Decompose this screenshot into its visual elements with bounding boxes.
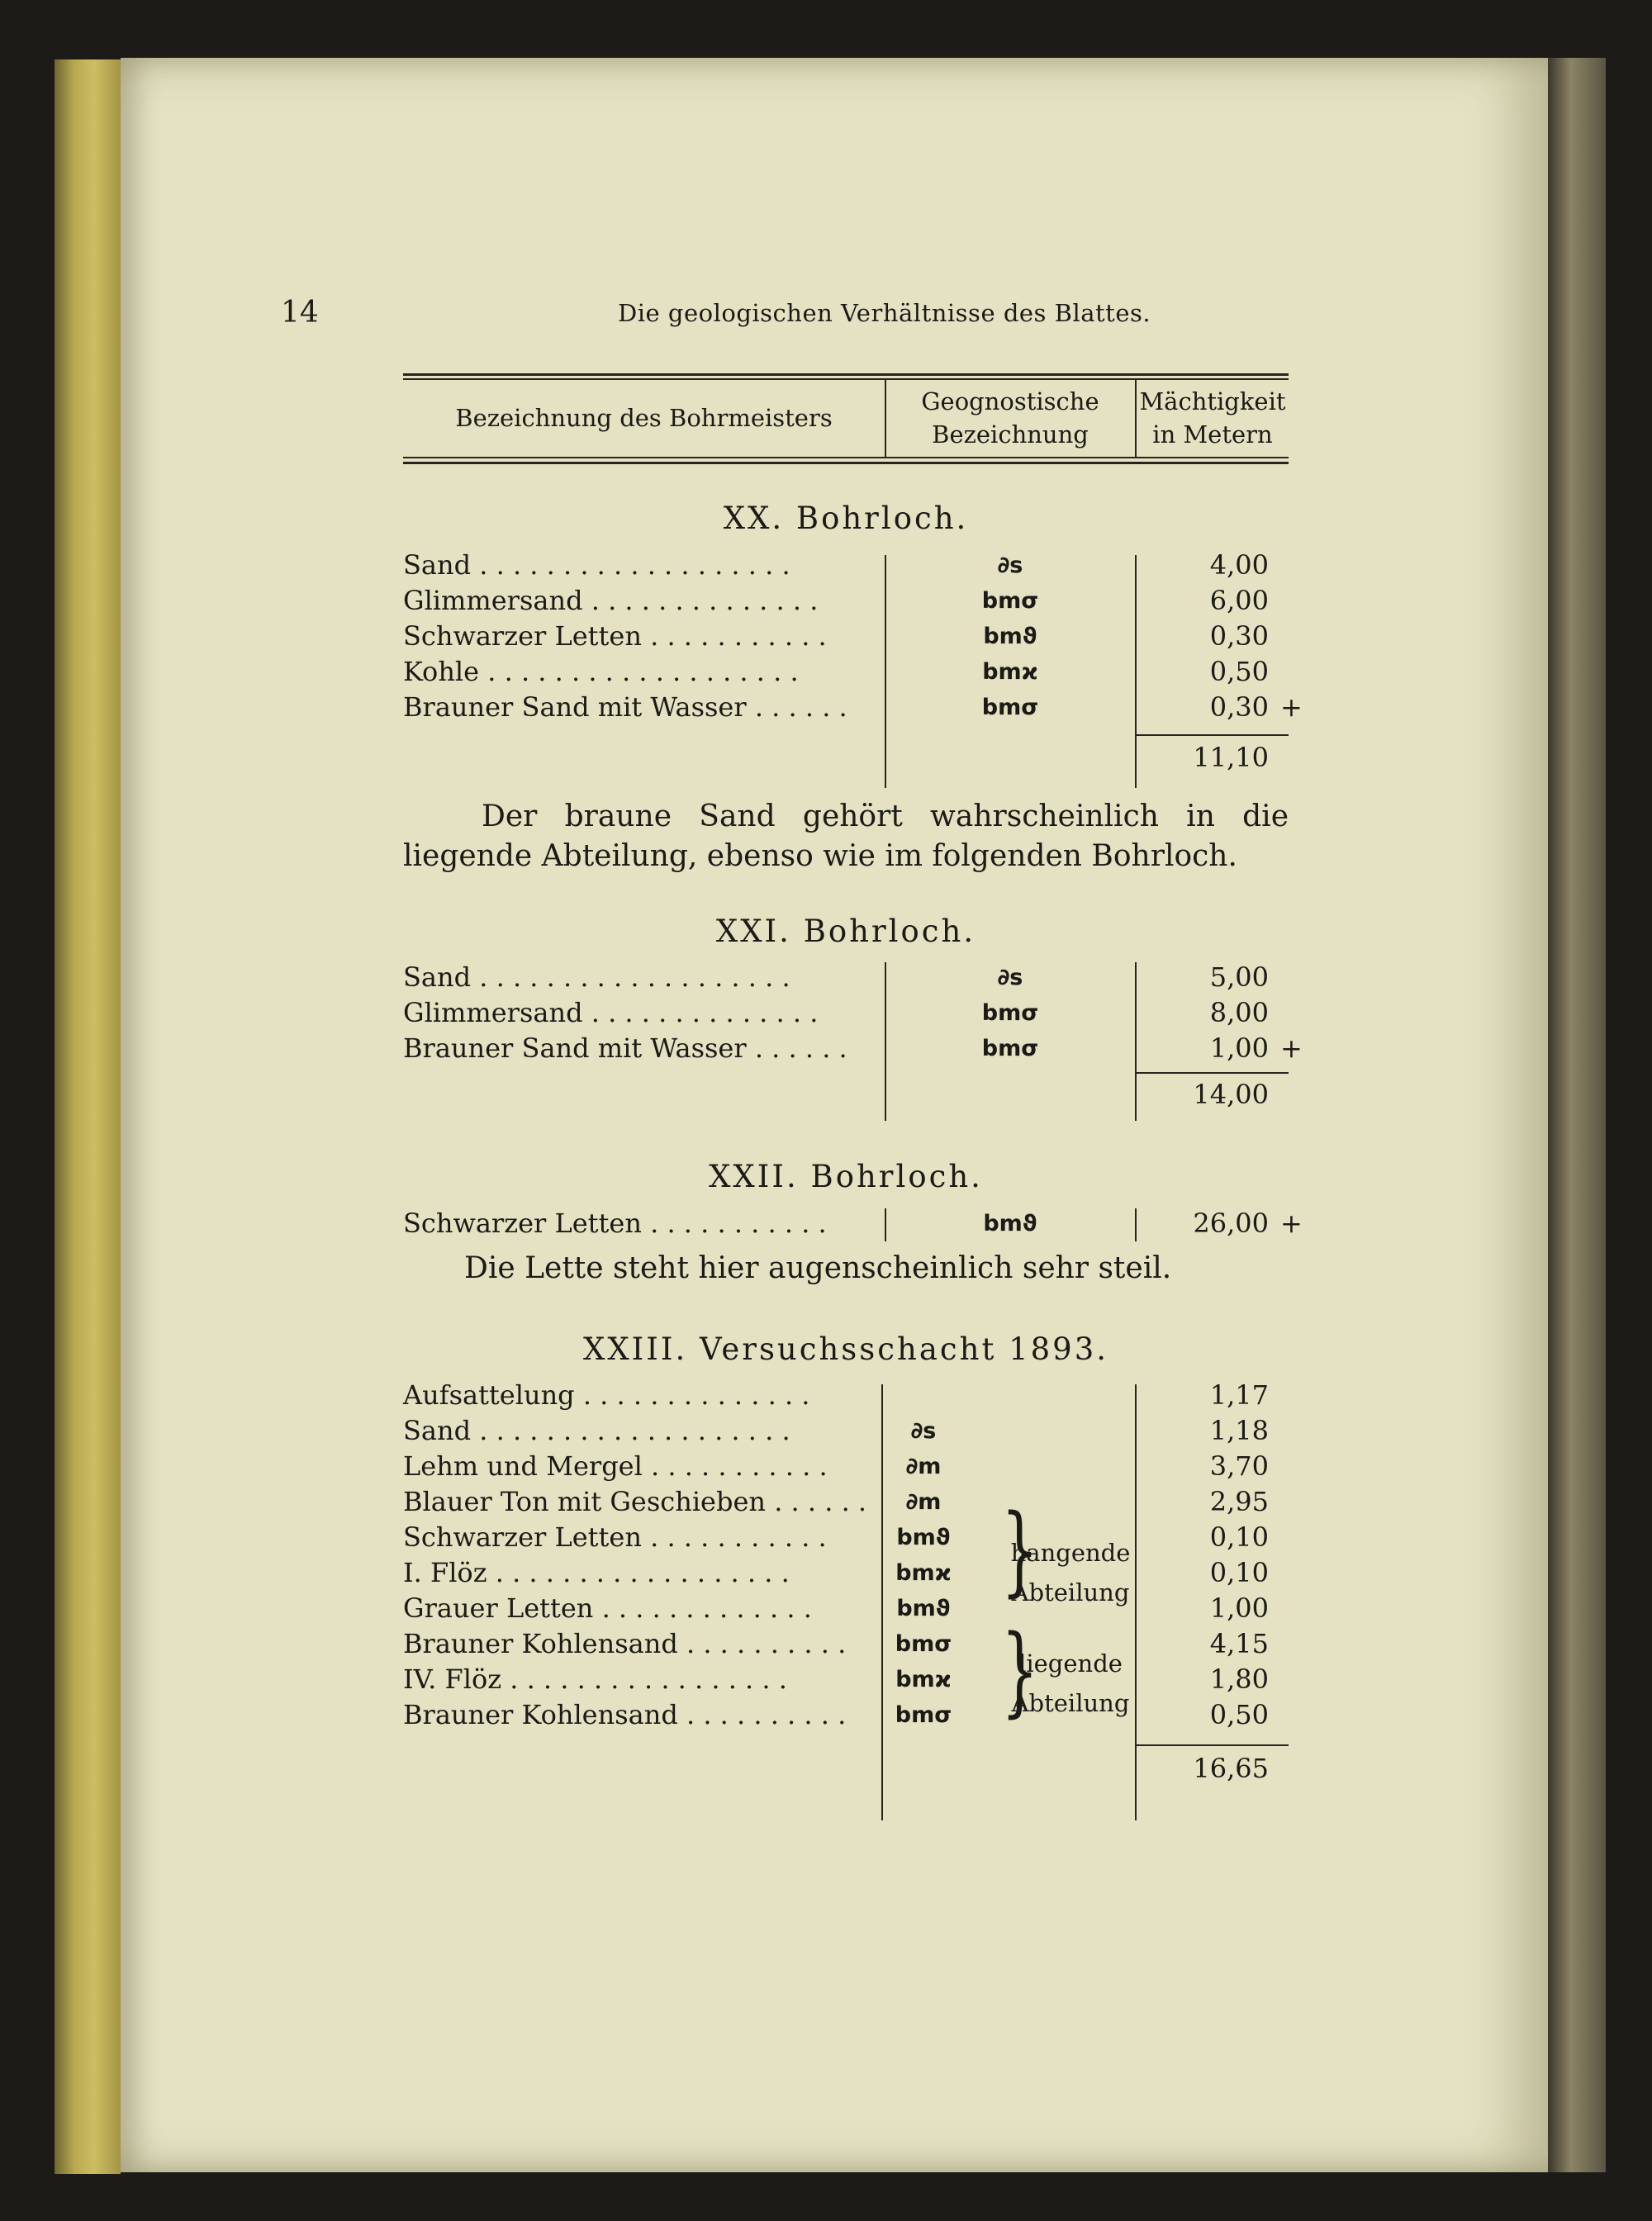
xxiii-row — [403, 1699, 1289, 1735]
row-name: Sand . . . . . . . . . . . . . . . . . . . — [403, 549, 790, 581]
xxii-row — [403, 1208, 1303, 1243]
xx-row — [403, 585, 1289, 620]
book-spine-edge — [1548, 58, 1606, 2172]
column-header-bohrmeister: Bezeichnung des Bohrmeisters — [455, 404, 833, 432]
row-name: Schwarzer Letten . . . . . . . . . . . — [403, 1521, 827, 1553]
row-value: 26,00 — [1193, 1208, 1269, 1239]
row-symbol: bmσ — [895, 1631, 952, 1657]
xxiii-row — [403, 1450, 1289, 1486]
row-name: Brauner Sand mit Wasser . . . . . . — [403, 691, 847, 723]
xx-total: 11,10 — [1193, 742, 1269, 773]
section-title-xxiii: XXIII. Versuchsschacht 1893. — [582, 1331, 1109, 1367]
row-symbol: bmϰ — [895, 1667, 952, 1692]
xxi-total: 14,00 — [1193, 1079, 1269, 1110]
row-symbol: bmϑ — [983, 624, 1037, 649]
row-symbol: bmσ — [981, 695, 1039, 720]
xxiii-total: 16,65 — [1193, 1753, 1269, 1784]
section-title-xxii: XXII. Bohrloch. — [709, 1159, 983, 1194]
row-plus-sign: + — [1280, 1208, 1303, 1239]
xxiii-row — [403, 1415, 1289, 1450]
row-symbol: ∂m — [905, 1489, 942, 1515]
row-name: Lehm und Mergel . . . . . . . . . . . — [403, 1450, 828, 1482]
row-value: 2,95 — [1209, 1486, 1269, 1517]
row-symbol: bmσ — [981, 1036, 1039, 1061]
section-title-xx: XX. Bohrloch. — [723, 501, 969, 536]
row-name: Kohle . . . . . . . . . . . . . . . . . . . — [403, 656, 799, 687]
xx-row — [403, 620, 1289, 656]
brace-lower-line1: liegende — [1018, 1649, 1123, 1678]
xxiii-row — [403, 1592, 1289, 1628]
xxi-row — [403, 961, 1289, 997]
row-symbol: bmσ — [981, 588, 1039, 614]
row-value: 1,00 — [1209, 1032, 1269, 1064]
xxi-sum-rule — [1137, 1072, 1289, 1074]
book-page-edges — [55, 59, 121, 2174]
row-symbol: ∂m — [905, 1454, 942, 1479]
xxiii-row — [403, 1557, 1289, 1592]
row-name: Brauner Sand mit Wasser . . . . . . — [403, 1032, 847, 1064]
xxiii-sum-rule — [1137, 1744, 1289, 1746]
row-value: 0,30 — [1209, 691, 1269, 723]
row-name: Brauner Kohlensand . . . . . . . . . . — [403, 1628, 847, 1659]
row-value: 6,00 — [1209, 585, 1269, 616]
xxii-note: Die Lette steht hier augenscheinlich sehr steil. — [464, 1251, 1172, 1285]
header-top-rule-2 — [403, 378, 1289, 380]
row-value: 5,00 — [1209, 961, 1269, 993]
xx-sum-rule — [1137, 734, 1289, 736]
running-title: Die geologischen Verhältnisse des Blattes. — [618, 299, 1151, 327]
xxiii-row — [403, 1521, 1289, 1557]
column-header-maechtigkeit-line1: Mächtigkeit — [1139, 387, 1286, 415]
row-name: Aufsattelung . . . . . . . . . . . . . . — [403, 1379, 810, 1411]
row-symbol: bmϑ — [983, 1211, 1037, 1236]
row-value: 1,00 — [1209, 1592, 1269, 1624]
row-symbol: ∂s — [997, 965, 1023, 990]
row-value: 0,10 — [1209, 1521, 1269, 1553]
brace-lower-label — [1004, 1644, 1137, 1723]
row-value: 1,17 — [1209, 1379, 1269, 1411]
row-plus-sign: + — [1280, 1032, 1303, 1064]
brace-upper-line2: Abteilung — [1011, 1578, 1130, 1606]
xxiii-row — [403, 1486, 1289, 1521]
brace-upper-line1: hangende — [1010, 1539, 1131, 1567]
row-symbol: bmϑ — [896, 1596, 951, 1621]
row-name: Sand . . . . . . . . . . . . . . . . . . . — [403, 1415, 790, 1446]
row-symbol: ∂s — [997, 553, 1023, 578]
xxiii-row — [403, 1379, 1289, 1415]
row-name: Glimmersand . . . . . . . . . . . . . . — [403, 585, 819, 616]
xxiii-row — [403, 1663, 1289, 1699]
row-name: Brauner Kohlensand . . . . . . . . . . — [403, 1699, 847, 1730]
row-value: 0,50 — [1209, 1699, 1269, 1730]
brace-upper-label — [1004, 1533, 1137, 1612]
row-symbol: bmϑ — [896, 1525, 951, 1550]
row-value: 1,18 — [1209, 1415, 1269, 1446]
row-value: 0,30 — [1209, 620, 1269, 652]
row-value: 1,80 — [1209, 1663, 1269, 1695]
row-value: 3,70 — [1209, 1450, 1269, 1482]
row-value: 4,00 — [1209, 549, 1269, 581]
row-name: Sand . . . . . . . . . . . . . . . . . . . — [403, 961, 790, 993]
header-bottom-rule-1 — [403, 457, 1289, 458]
row-name: Blauer Ton mit Geschieben . . . . . . — [403, 1486, 867, 1517]
row-name: Schwarzer Letten . . . . . . . . . . . — [403, 1208, 827, 1239]
brace-lower: } — [1001, 1613, 1039, 1727]
column-header-maechtigkeit — [1137, 385, 1289, 451]
row-symbol: bmϰ — [895, 1560, 952, 1586]
row-name: Grauer Letten . . . . . . . . . . . . . — [403, 1592, 812, 1624]
row-name: I. Flöz . . . . . . . . . . . . . . . . . . — [403, 1557, 790, 1588]
row-symbol: bmσ — [895, 1702, 952, 1728]
page-number: 14 — [281, 296, 319, 330]
xx-row — [403, 656, 1289, 691]
xx-row — [403, 549, 1289, 585]
row-symbol: ∂s — [910, 1418, 937, 1444]
xxi-row — [403, 997, 1289, 1032]
row-value: 0,10 — [1209, 1557, 1269, 1588]
row-name: IV. Flöz . . . . . . . . . . . . . . . . . — [403, 1663, 787, 1695]
xxi-row — [403, 1032, 1303, 1068]
header-top-rule-1 — [403, 373, 1289, 376]
xx-note: Der braune Sand gehört wahrscheinlich in die liegende Abteilung, ebenso wie im folgenden Bohrloch. — [403, 800, 1289, 873]
column-header-geognostisch-line1: Geognostische — [921, 387, 1099, 415]
brace-upper: } — [1001, 1493, 1039, 1606]
xx-row — [403, 691, 1303, 727]
row-plus-sign: + — [1280, 691, 1303, 723]
row-symbol: bmσ — [981, 1000, 1039, 1026]
row-value: 4,15 — [1209, 1628, 1269, 1659]
row-value: 0,50 — [1209, 656, 1269, 687]
row-symbol: bmϰ — [982, 659, 1038, 685]
row-value: 8,00 — [1209, 997, 1269, 1028]
brace-lower-line2: Abteilung — [1011, 1689, 1130, 1717]
row-name: Schwarzer Letten . . . . . . . . . . . — [403, 620, 827, 652]
column-header-geognostisch-line2: Bezeichnung — [932, 420, 1089, 448]
section-title-xxi: XXI. Bohrloch. — [715, 914, 976, 949]
xxiii-row — [403, 1628, 1289, 1663]
column-header-maechtigkeit-line2: in Metern — [1152, 420, 1273, 448]
row-name: Glimmersand . . . . . . . . . . . . . . — [403, 997, 819, 1028]
header-bottom-rule-2 — [403, 462, 1289, 464]
column-header-geognostisch — [886, 385, 1134, 451]
